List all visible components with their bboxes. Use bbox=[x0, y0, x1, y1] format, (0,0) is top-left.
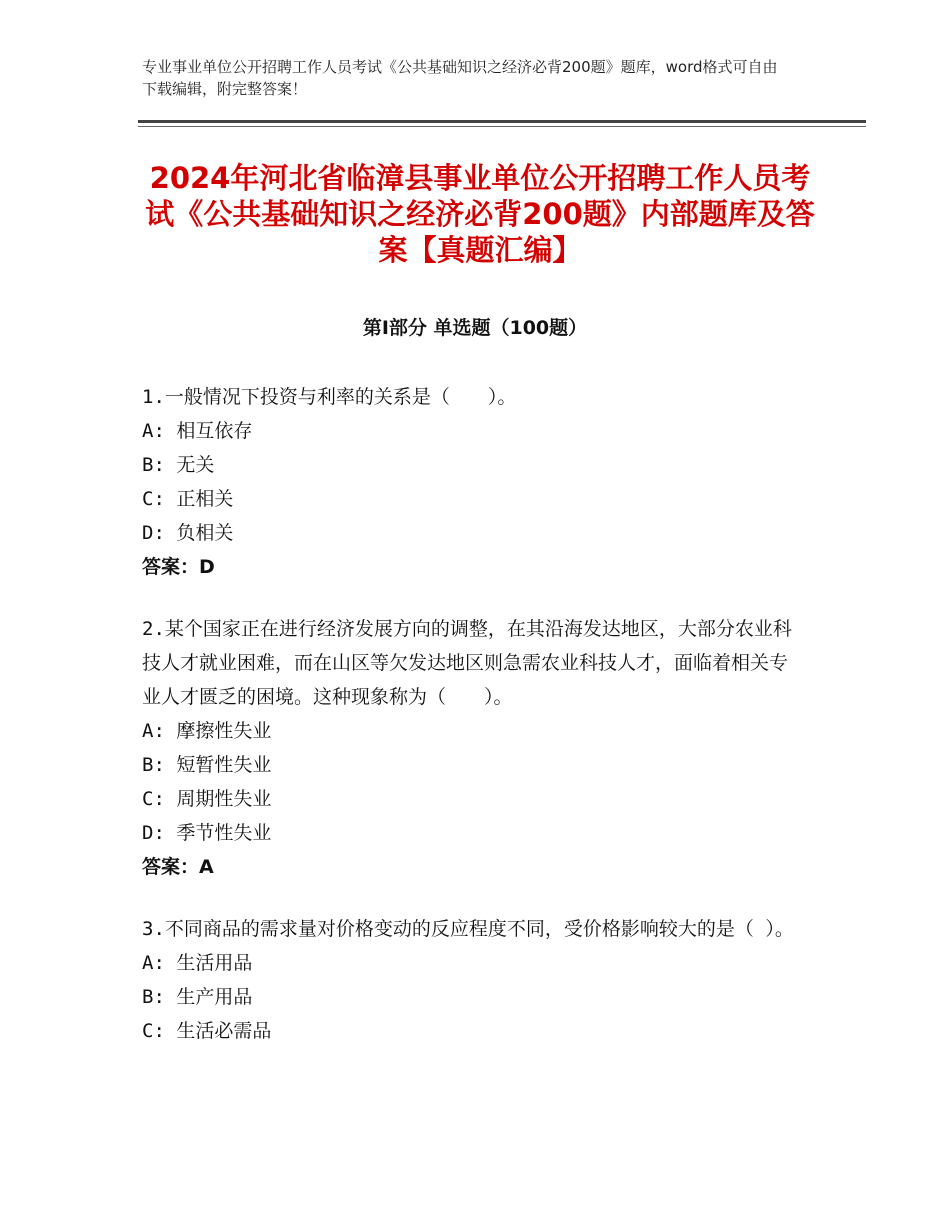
answer: 答案：A bbox=[142, 856, 214, 878]
option-a: A: 相互依存 bbox=[142, 420, 253, 442]
header-divider-thin bbox=[138, 126, 866, 127]
document-title: 2024年河北省临漳县事业单位公开招聘工作人员考试《公共基础知识之经济必背200题》内部题库及答案【真题汇编】 bbox=[145, 161, 815, 267]
option-c: C: 生活必需品 bbox=[142, 1020, 272, 1042]
question-stem: 1.一般情况下投资与利率的关系是（ ）。 bbox=[142, 386, 517, 408]
header-note: 专业事业单位公开招聘工作人员考试《公共基础知识之经济必背200题》题库，word格式可自由下载编辑，附完整答案！ bbox=[142, 58, 778, 98]
question-stem: 2.某个国家正在进行经济发展方向的调整，在其沿海发达地区，大部分农业科技人才就业困难，而在山区等欠发达地区则急需农业科技人才，面临着相关专业人才匮乏的困境。这种现象称为（ ）。 bbox=[142, 618, 792, 708]
question-2 bbox=[142, 612, 802, 884]
option-b: B: 短暂性失业 bbox=[142, 754, 272, 776]
section-title: 第Ⅰ部分 单选题（100题） bbox=[362, 317, 588, 339]
question-1 bbox=[142, 380, 802, 584]
option-c: C: 正相关 bbox=[142, 488, 234, 510]
question-stem: 3.不同商品的需求量对价格变动的反应程度不同，受价格影响较大的是（ ）。 bbox=[142, 918, 794, 940]
option-b: B: 无关 bbox=[142, 454, 215, 476]
question-list bbox=[142, 380, 802, 1076]
option-d: D: 负相关 bbox=[142, 522, 234, 544]
option-c: C: 周期性失业 bbox=[142, 788, 272, 810]
question-3 bbox=[142, 912, 802, 1048]
option-d: D: 季节性失业 bbox=[142, 822, 272, 844]
answer: 答案：D bbox=[142, 556, 215, 578]
option-a: A: 摩擦性失业 bbox=[142, 720, 272, 742]
header-divider-thick bbox=[138, 120, 866, 123]
option-b: B: 生产用品 bbox=[142, 986, 253, 1008]
option-a: A: 生活用品 bbox=[142, 952, 253, 974]
